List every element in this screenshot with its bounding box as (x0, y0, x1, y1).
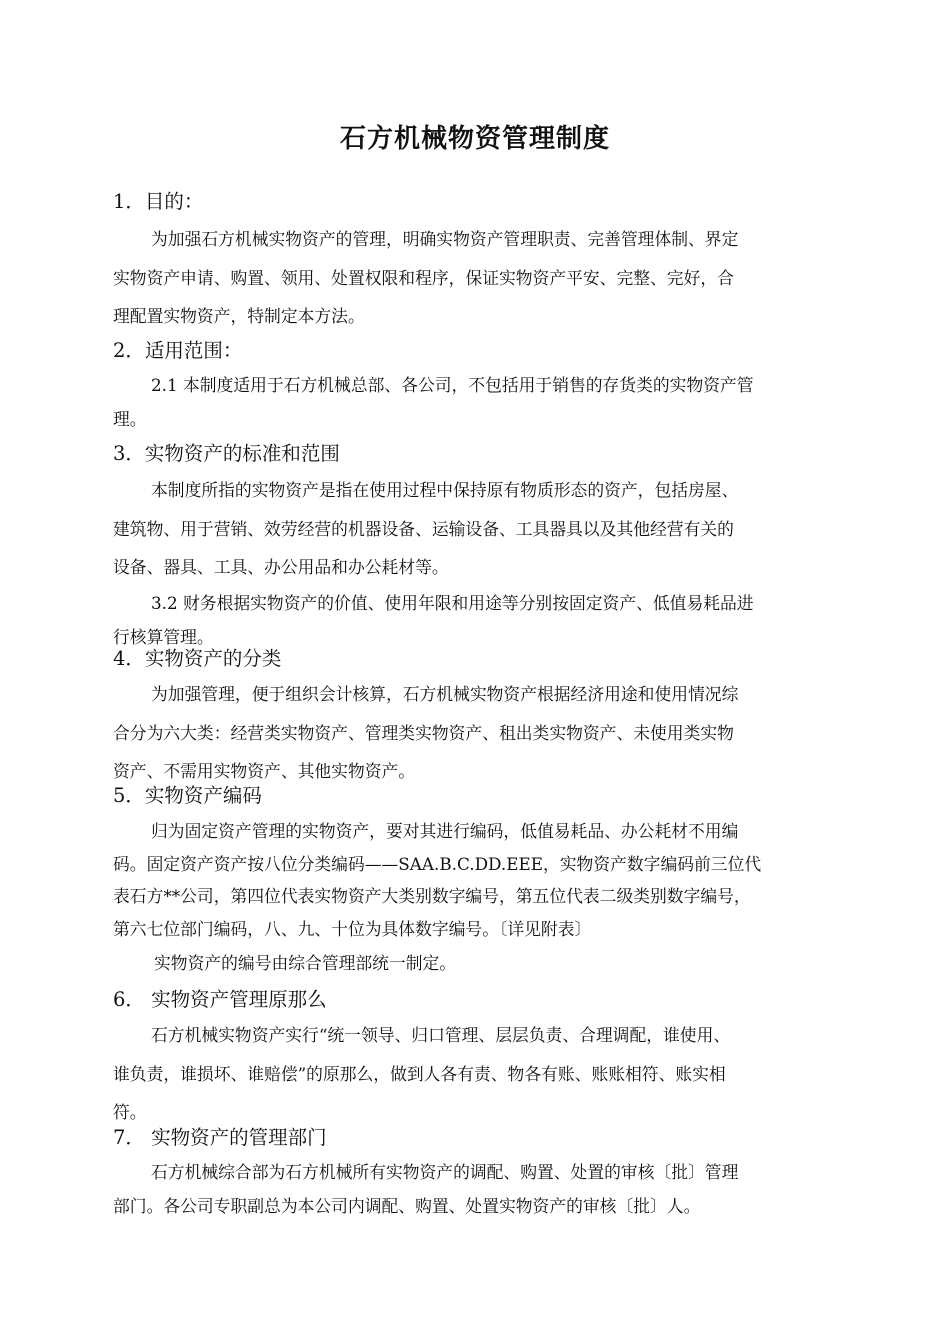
section-heading-4: 4．实物资产的分类 (113, 647, 282, 670)
section-body-6 (113, 1016, 837, 1132)
section-body-5 (113, 812, 837, 983)
paragraph-line: 石方机械实物资产实行“统一领导、归口管理、层层负责、合理调配，谁使用、 (151, 1025, 731, 1045)
section-body-1 (113, 220, 837, 336)
paragraph-line: 符。 (113, 1102, 147, 1123)
paragraph-line: 石方机械综合部为石方机械所有实物资产的调配、购置、处置的审核〔批〕管理 (151, 1162, 739, 1182)
paragraph-line: 理配置实物资产，特制定本方法。 (113, 306, 365, 327)
paragraph-line: 理。 (113, 408, 147, 429)
section-heading-2: 2．适用范围： (113, 339, 243, 362)
paragraph-line: 实物资产的编号由综合管理部统一制定。 (154, 953, 457, 974)
paragraph-line: 设备、器具、工具、办公用品和办公耗材等。 (113, 557, 449, 578)
section-heading-6: 6． 实物资产管理原那么 (113, 988, 327, 1011)
paragraph-line: 实物资产申请、购置、领用、处置权限和程序，保证实物资产平安、完整、完好，合 (113, 267, 734, 288)
paragraph-line: 谁负责，谁损坏、谁赔偿”的原那么，做到人各有责、物各有账、账账相符、账实相 (113, 1063, 726, 1084)
section-heading-3: 3．实物资产的标准和范围 (113, 442, 340, 465)
document-title: 石方机械物资管理制度 (339, 124, 610, 154)
section-body-3 (113, 471, 837, 657)
section-heading-5: 5．实物资产编码 (113, 784, 262, 807)
section-body-4 (113, 675, 837, 791)
paragraph-line: 资产、不需用实物资产、其他实物资产。 (113, 761, 416, 782)
paragraph-line: 合分为六大类：经营类实物资产、管理类实物资产、租出类实物资产、未使用类实物 (113, 722, 734, 743)
paragraph-line: 2.1 本制度适用于石方机械总部、各公司，不包括用于销售的存货类的实物资产管 (151, 375, 754, 395)
paragraph-line: 行核算管理。 (113, 627, 214, 648)
paragraph-line: 表石方**公司，第四位代表实物资产大类别数字编号，第五位代表二级类别数字编号， (113, 886, 751, 907)
paragraph-line: 本制度所指的实物资产是指在使用过程中保持原有物质形态的资产，包括房屋、 (151, 480, 739, 500)
paragraph-line: 归为固定资产管理的实物资产，要对其进行编码，低值易耗品、办公耗材不用编 (151, 821, 739, 841)
section-heading-7: 7． 实物资产的管理部门 (113, 1126, 327, 1149)
paragraph-line: 3.2 财务根据实物资产的价值、使用年限和用途等分别按固定资产、低值易耗品进 (151, 592, 754, 613)
section-body-7 (113, 1153, 837, 1225)
section-heading-1: 1．目的： (113, 190, 204, 213)
paragraph-line: 部门。各公司专职副总为本公司内调配、购置、处置实物资产的审核〔批〕人。 (113, 1195, 701, 1216)
paragraph-line: 为加强石方机械实物资产的管理，明确实物资产管理职责、完善管理体制、界定 (151, 229, 739, 249)
paragraph-line: 码。固定资产资产按八位分类编码——SAA.B.C.DD.EEE，实物资产数字编码前三位代 (113, 853, 762, 874)
section-body-2 (113, 366, 837, 438)
paragraph-line: 为加强管理，便于组织会计核算，石方机械实物资产根据经济用途和使用情况综 (151, 684, 739, 704)
paragraph-line: 建筑物、用于营销、效劳经营的机器设备、运输设备、工具器具以及其他经营有关的 (113, 518, 734, 539)
paragraph-line: 第六七位部门编码，八、九、十位为具体数字编号。〔详见附表〕 (113, 918, 592, 939)
